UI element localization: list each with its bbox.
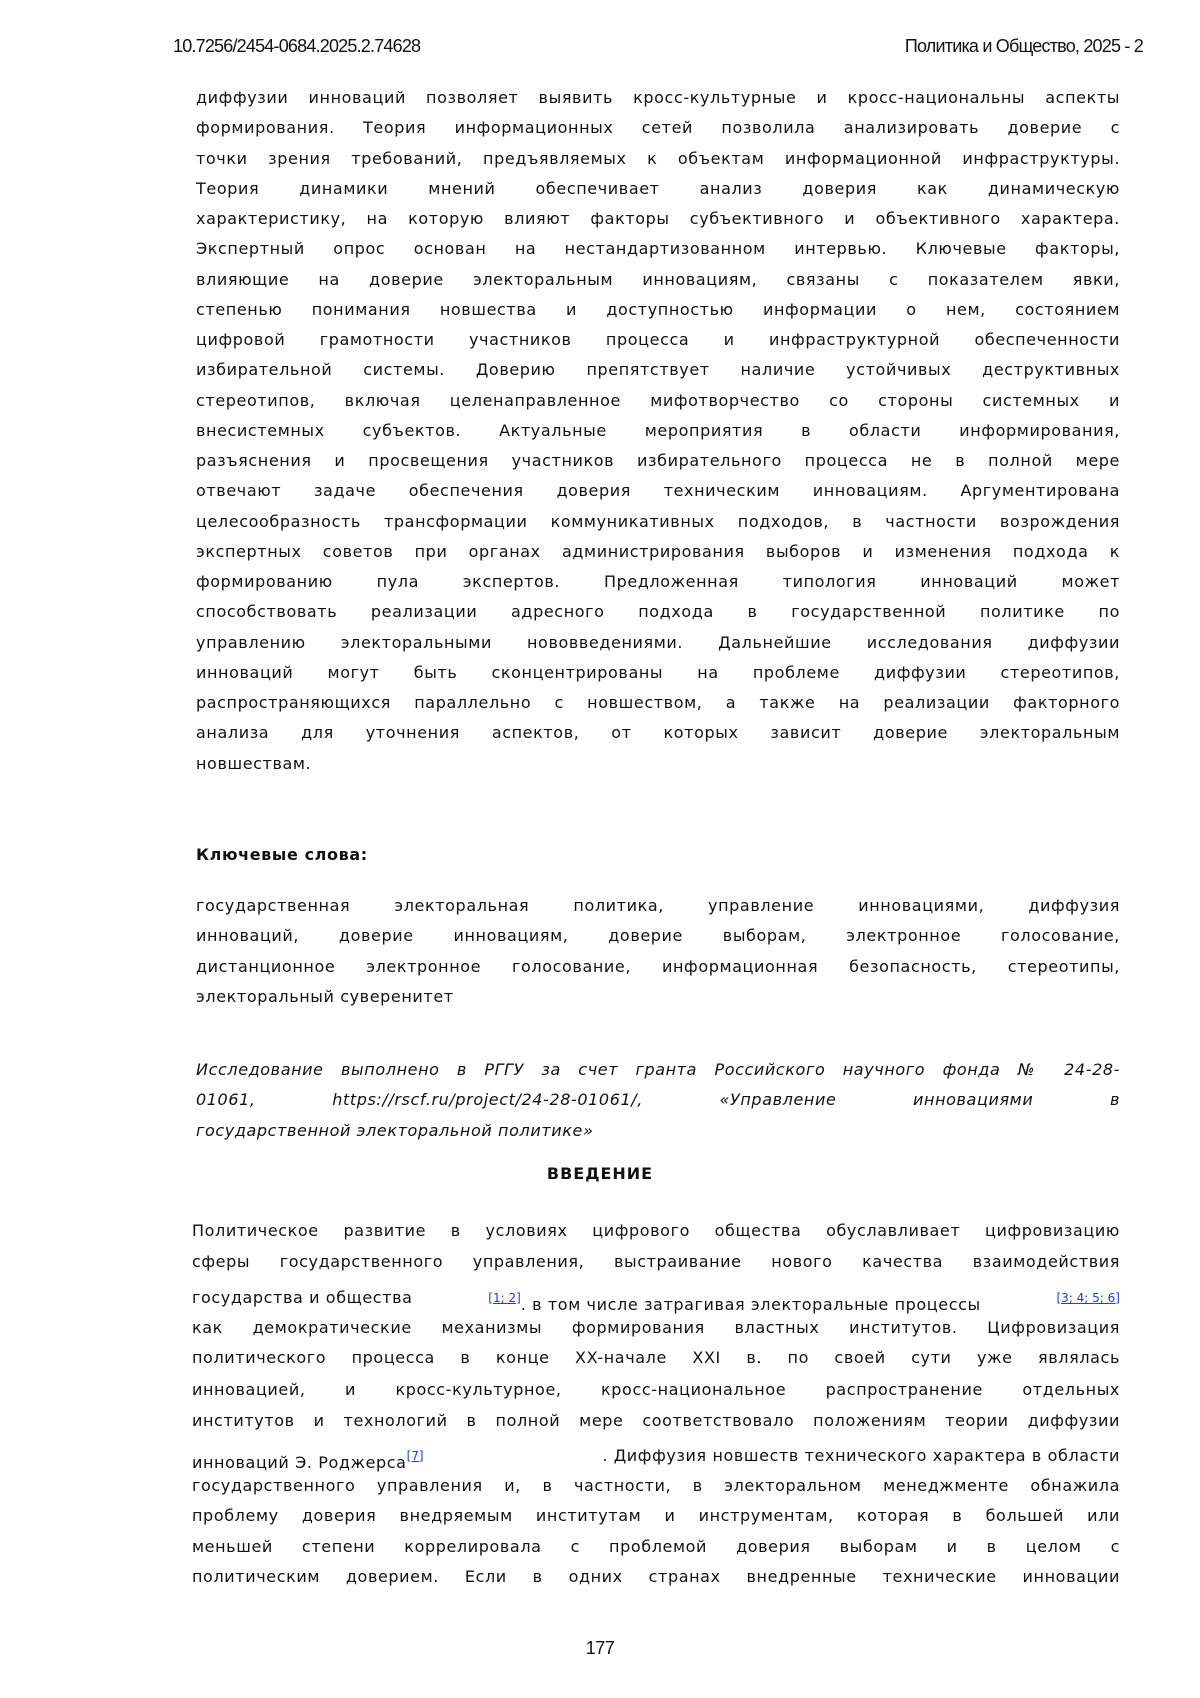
text-line: цифровой грамотности участников процесса и инфраструктурной обеспеченности [196,330,1120,349]
citation-link[interactable]: [3; 4; 5; 6] [1056,1291,1120,1305]
text-line: формированию пула экспертов. Предложенная типология инноваций может [196,572,1120,591]
text-line: влияющие на доверие электоральным инновациям, связаны с показателем явки, [196,269,1120,289]
citation-link[interactable]: [1; 2] [488,1291,521,1305]
text-line: Теория динамики мнений обеспечивает анализ доверия как динамическую [196,178,1120,198]
text-line: разъяснения и просвещения участников избирательного процесса не в полной мере [196,451,1120,470]
text-line: Исследование выполнено в РГГУ за счет гранта Российского научного фонда № 24-28- [196,1060,1120,1079]
text-line-with-refs [192,1283,1120,1313]
text-line: инноваций могут быть сконцентрированы на проблеме диффузии стереотипов, [196,662,1120,682]
text-line: целесообразность трансформации коммуникативных подходов, в частности возрождения [196,511,1120,531]
text-line: институтов и технологий в полной мере соответствовало положениям теории диффузии [192,1411,1120,1430]
text-line: анализа для уточнения аспектов, от которых зависит доверие электоральным [196,723,1120,743]
doi: 10.7256/2454-0684.2025.2.74628 [173,36,421,56]
text-line: 01061, https://rscf.ru/project/24-28-01061/, «Управление инновациями в [196,1090,1120,1110]
text-line: степенью понимания новшества и доступностью информации о нем, состоянием [196,299,1120,319]
text-line: избирательной системы. Доверию препятствует наличие устойчивых деструктивных [196,360,1120,380]
text-line: стереотипов, включая целенаправленное мифотворчество со стороны системных и [196,390,1120,410]
text-line: инновацией, и кросс-культурное, кросс-национальное распространение отдельных [192,1380,1120,1399]
text-line: меньшей степени коррелировала с проблемой доверия выборам и в целом с [192,1537,1120,1556]
text-line: экспертных советов при органах администрирования выборов и изменения подхода к [196,541,1120,561]
text-line: электоральный суверенитет [196,986,454,1006]
text-line: управлению электоральными нововведениями. Дальнейшие исследования диффузии [196,632,1120,652]
text-line: государственная электоральная политика, управление инновациями, диффузия [196,896,1120,915]
citation-link[interactable]: [7] [406,1449,424,1463]
text-line: внесистемных субъектов. Актуальные мероприятия в области информирования, [196,420,1120,440]
text-line: характеристику, на которую влияют факторы субъективного и объективного характера. [196,209,1120,228]
text-line-with-refs [192,1441,1120,1471]
text-line: дистанционное электронное голосование, информационная безопасность, стереотипы, [196,956,1120,976]
text-line: инноваций, доверие инновациям, доверие выборам, электронное голосование, [196,926,1120,946]
text-line: государственного управления и, в частности, в электоральном менеджменте обнажила [192,1476,1120,1495]
page-number: 177 [585,1638,615,1658]
text-line: Экспертный опрос основан на нестандартизованном интервью. Ключевые факторы, [196,239,1120,259]
text-line: как демократические механизмы формирования властных институтов. Цифровизация [192,1318,1120,1337]
text-line: формирования. Теория информационных сетей позволила анализировать доверие с [196,118,1120,138]
keywords-label: Ключевые слова: [196,845,368,864]
text-line: распространяющихся параллельно с новшеством, а также на реализации факторного [196,693,1120,712]
text-line: новшествам. [196,753,312,773]
text: . в том числе затрагивая электоральные процессы [520,1295,981,1314]
text-line: точки зрения требований, предъявляемых к объектам информационной инфраструктуры. [196,148,1120,168]
text: инноваций Э. Роджерса [192,1453,407,1472]
text-line: диффузии инноваций позволяет выявить кросс-культурные и кросс-национальны аспекты [196,88,1120,107]
journal-title: Политика и Общество, 2025 - 2 [904,36,1143,56]
text-line: государственной электоральной политике» [196,1120,594,1140]
text-line: сферы государственного управления, выстраивание нового качества взаимодействия [192,1252,1120,1271]
text: государства и общества [192,1288,413,1307]
text-line: способствовать реализации адресного подхода в государственной политике по [196,602,1120,622]
text-line: Политическое развитие в условиях цифрового общества обуславливает цифровизацию [192,1221,1120,1240]
text: . Диффузия новшеств технического характера в области [602,1446,1120,1465]
section-heading: ВВЕДЕНИЕ [546,1164,654,1183]
text-line: политическим доверием. Если в одних странах внедренные технические инновации [192,1567,1120,1586]
text-line: проблему доверия внедряемым институтам и инструментам, которая в большей или [192,1506,1120,1525]
text-line: отвечают задаче обеспечения доверия техническим инновациям. Аргументирована [196,481,1120,501]
text-line: политического процесса в конце XX-начале XXI в. по своей сути уже являлась [192,1348,1120,1367]
